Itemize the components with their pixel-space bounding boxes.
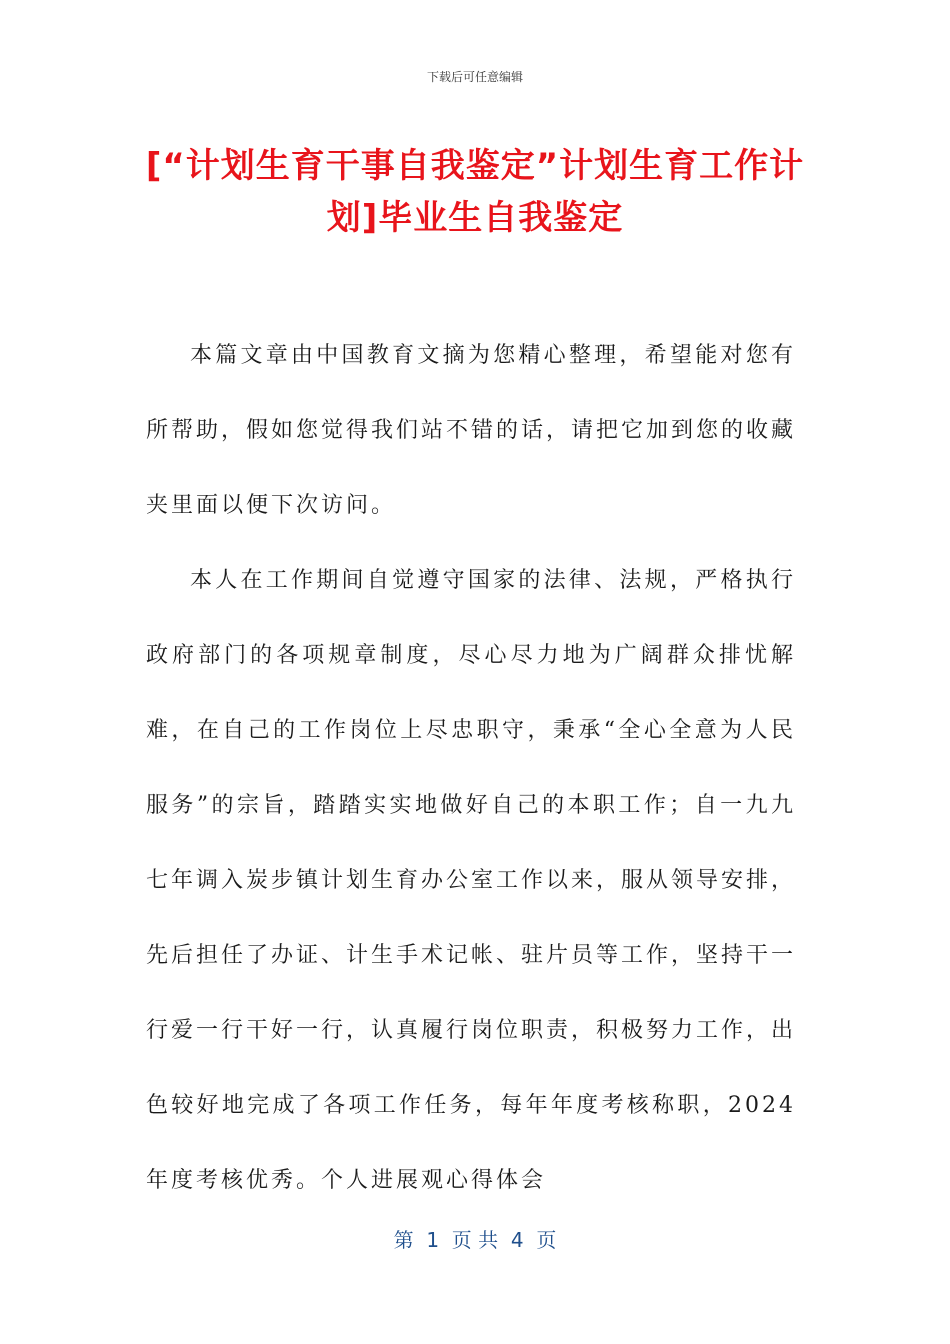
header-note: 下载后可任意编辑 [426, 70, 523, 84]
document-body [146, 318, 796, 1218]
document-title: [“计划生育干事自我鉴定”计划生育工作计划]毕业生自我鉴定 [145, 146, 805, 238]
paragraph-main: 本人在工作期间自觉遵守国家的法律、法规，严格执行政府部门的各项规章制度，尽心尽力地为广阔群众排忧解难，在自己的工作岗位上尽忠职守，秉承“全心全意为人民服务”的宗旨，踏踏实实地做好自己的本职工作；自一九九七年调入炭步镇计划生育办公室工作以来，服从领导安排，先后担任了办证、计生手术记帐、驻片员等工作，坚持干一行爱一行干好一行，认真履行岗位职责，积极努力工作，出色较好地完成了各项工作任务，每年年度考核称职，2024年度考核优秀。个人进展观心得体会 [146, 568, 797, 1193]
paragraph-intro: 本篇文章由中国教育文摘为您精心整理，希望能对您有所帮助，假如您觉得我们站不错的话，请把它加到您的收藏夹里面以便下次访问。 [146, 343, 797, 518]
page-indicator: 第 1 页 共 4 页 [393, 1228, 557, 1252]
